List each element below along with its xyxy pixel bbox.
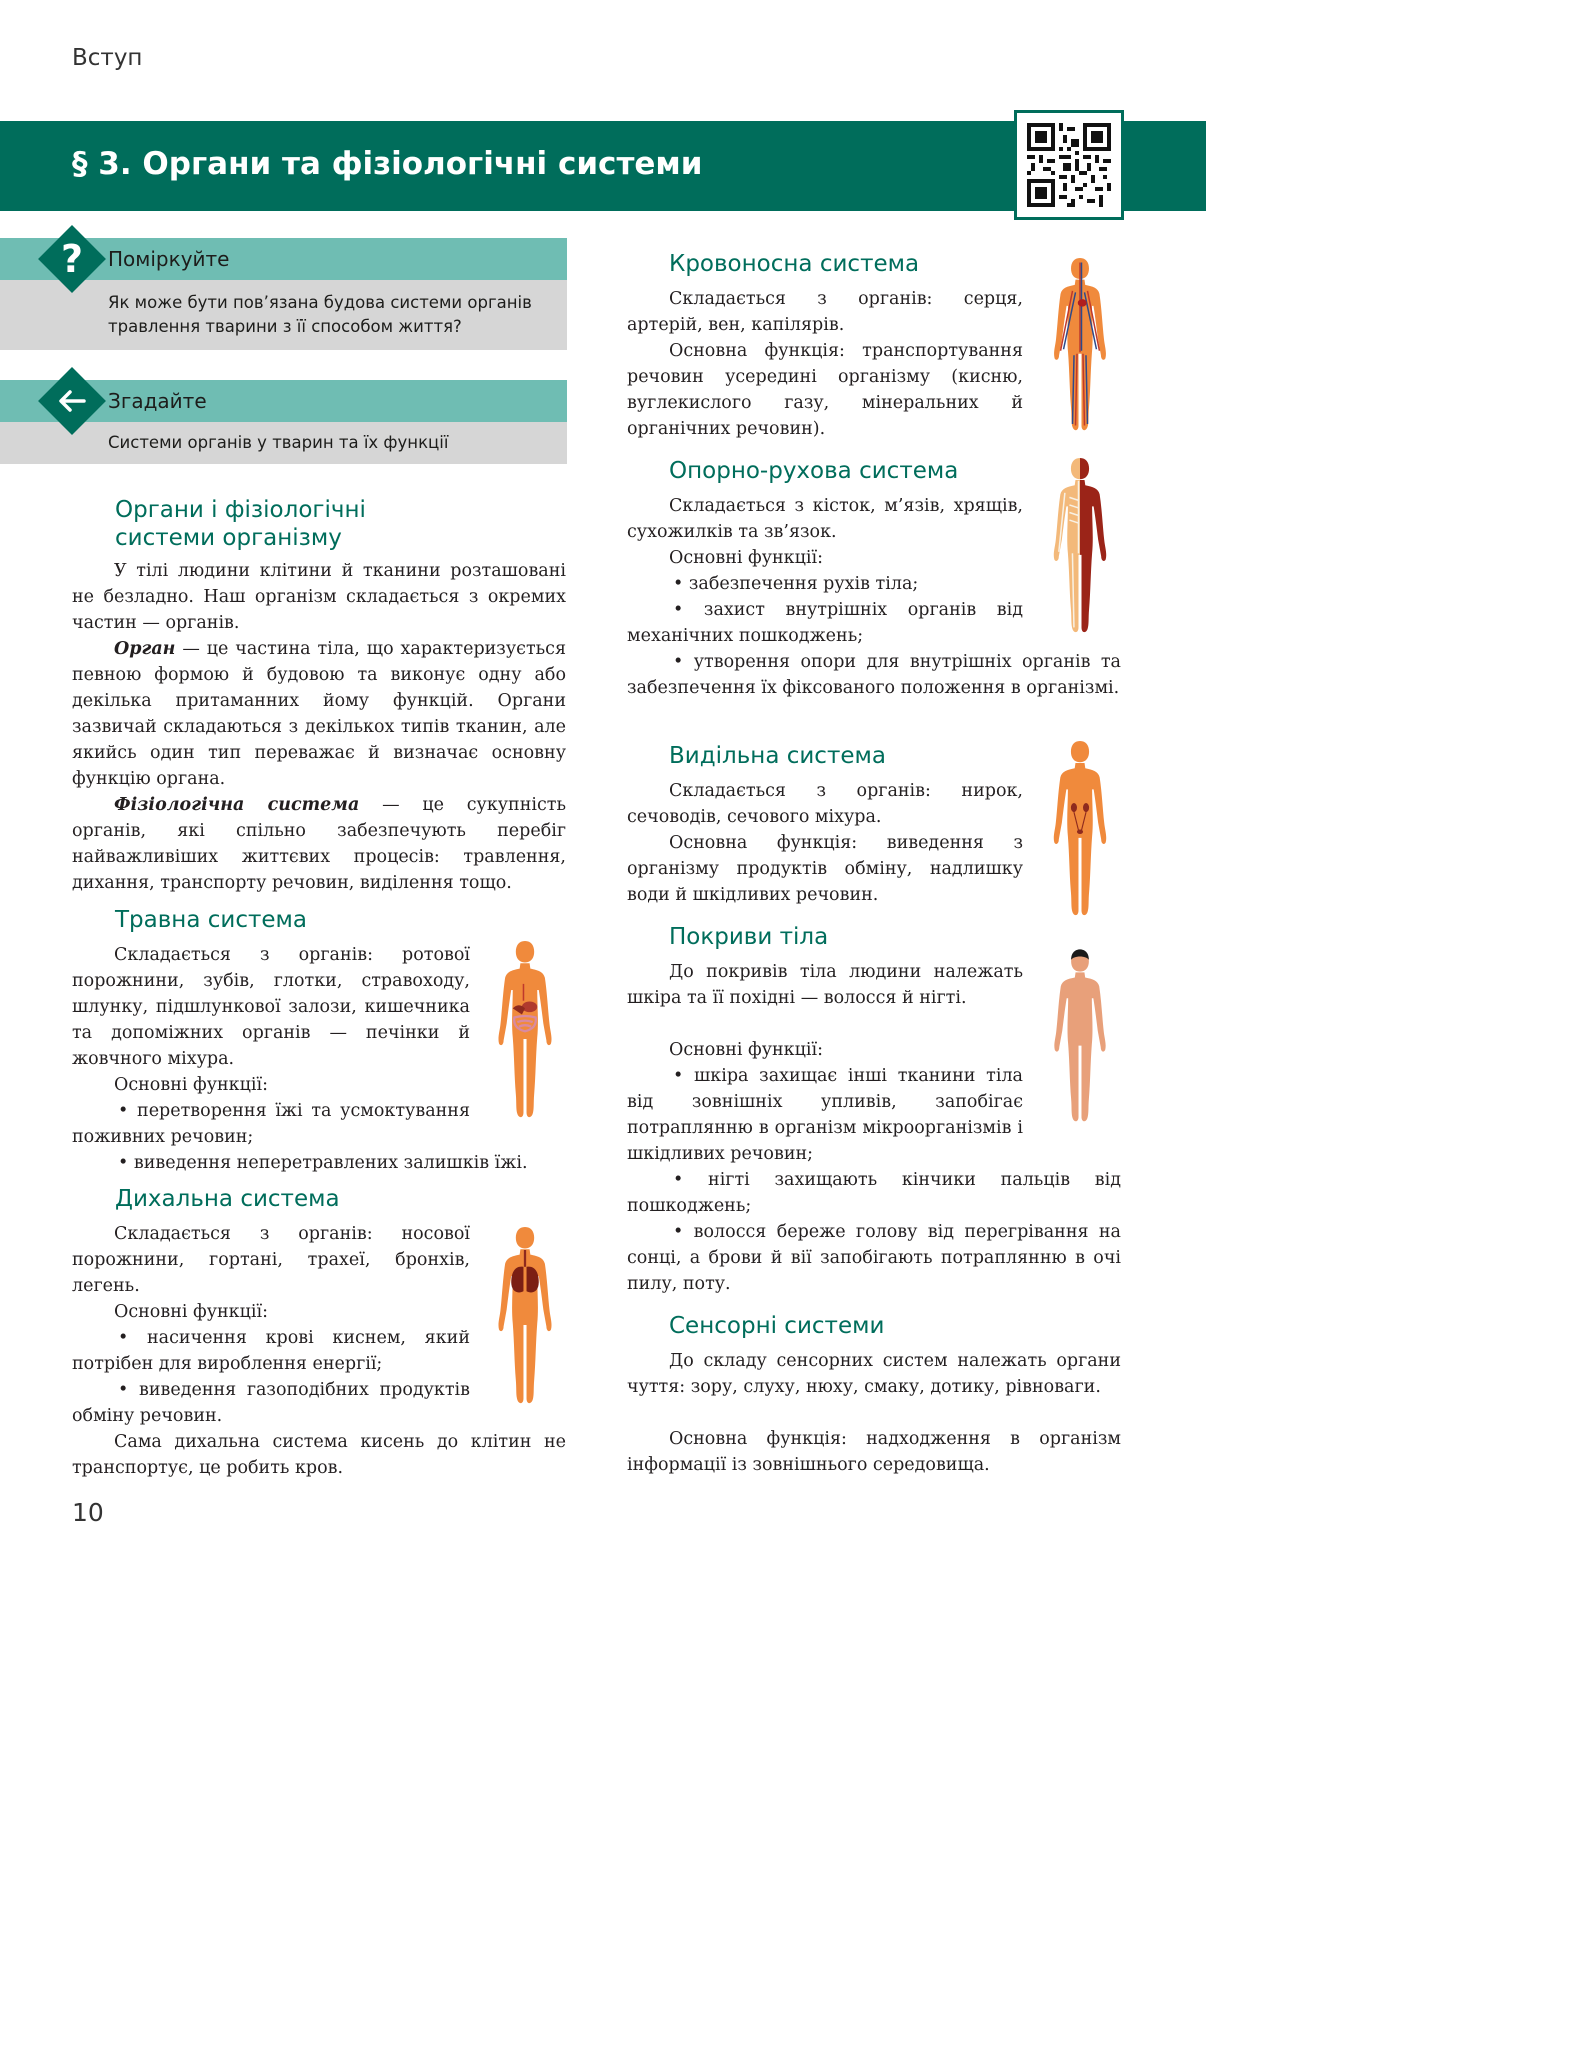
arrow-left-icon [56, 385, 88, 417]
intro-heading-line-1: Органи і фізіологічні [115, 497, 366, 523]
musculoskeletal-function-3: • утворення опори для внутрішніх органів та забезпечення їх фіксованого положення в організмі. [627, 652, 1121, 698]
organ-definition: Орган — це частина тіла, що характеризується певною формою й будовою та виконує одну або декілька притаманних йому функцій. Органи зазвичай складаються з декількох типів тканин, але якийсь один тип переважає й визначає основну функцію органа. [72, 639, 566, 789]
respiratory-organs: Складається з органів: носової порожнини, гортані, трахеї, бронхів, легень. [72, 1224, 470, 1296]
think-box-label: Поміркуйте [108, 247, 230, 271]
digestive-organs: Складається з органів: ротової порожнини, зубів, глотки, стравоходу, шлунку, підшлункової залози, кишечника та допоміжних органів — печінки й жовчного міхура. [72, 945, 470, 1069]
integumentary-heading: Покриви тіла [669, 924, 829, 950]
musculoskeletal-function-2: • захист внутрішніх органів від механічних пошкоджень; [627, 600, 1023, 646]
respiratory-heading: Дихальна система [115, 1186, 340, 1212]
excretory-organs: Складається з органів: нирок, сечоводів, сечового міхура. [627, 781, 1023, 827]
system-term: Фізіологічна система [114, 795, 360, 815]
question-mark-icon: ? [60, 237, 84, 281]
sensory-organs: До складу сенсорних систем належать органи чуття: зору, слуху, нюху, смаку, дотику, рівноваги. [627, 1351, 1121, 1397]
circulatory-function: Основна функція: транспортування речовин усередині організму (кисню, вуглекислого газу, мінеральних й органічних речовин). [627, 341, 1023, 439]
qr-code[interactable] [1014, 110, 1124, 220]
system-definition: Фізіологічна система — це сукупність органів, які спільно забезпечують перебіг найважливіших життєвих процесів: травлення, дихання, транспорту речовин, виділення тощо. [72, 795, 566, 893]
integumentary-function-3: • волосся береже голову від перегрівання на сонці, а брови й вії запобігають потраплянню в очі пилу, поту. [627, 1222, 1121, 1294]
digestive-function-1: • перетворення їжі та усмоктування поживних речовин; [72, 1101, 470, 1147]
digestive-system-figure [482, 938, 568, 1120]
digestive-function-2: • виведення неперетравлених залишків їжі. [118, 1153, 528, 1173]
intro-heading-line-2: системи організму [115, 525, 342, 551]
recall-box-body [0, 422, 567, 464]
digestive-functions-label: Основні функції: [114, 1075, 268, 1095]
digestive-heading: Травна система [115, 907, 307, 933]
think-box-body [0, 280, 567, 350]
organ-term: Орган [114, 639, 176, 659]
recall-box-label: Згадайте [108, 389, 207, 413]
recall-box-text: Системи органів у тварин та їх функції [108, 433, 449, 452]
respiratory-functions-label: Основні функції: [114, 1302, 268, 1322]
musculoskeletal-functions-label: Основні функції: [669, 548, 823, 568]
integumentary-function-2: • нігті захищають кінчики пальців від пошкоджень; [627, 1170, 1121, 1216]
excretory-function: Основна функція: виведення з організму продуктів обміну, надлишку води й шкідливих речовин. [627, 833, 1023, 905]
page-title: § 3. Органи та фізіологічні системи [72, 146, 703, 182]
circulatory-heading: Кровоносна система [669, 251, 920, 277]
excretory-heading: Видільна система [669, 743, 886, 769]
excretory-system-figure [1040, 738, 1120, 918]
musculoskeletal-heading: Опорно-рухова система [669, 458, 959, 484]
musculoskeletal-function-1: • забезпечення рухів тіла; [673, 574, 919, 594]
musculoskeletal-system-figure [1040, 455, 1120, 635]
intro-paragraph-1: У тілі людини клітини й тканини розташовані не безладно. Наш організм складається з окремих частин — органів. [72, 561, 566, 633]
integumentary-function-1: • шкіра захищає інші тканини тіла від зовнішніх упливів, запобігає потраплянню в організм мікроорганізмів і шкідливих речовин; [627, 1066, 1023, 1164]
integumentary-organs: До покривів тіла людини належать шкіра та її похідні — волосся й нігті. [627, 962, 1023, 1008]
page-number: 10 [72, 1498, 104, 1527]
integumentary-functions-label: Основні функції: [669, 1040, 823, 1060]
integumentary-system-figure [1043, 945, 1117, 1127]
think-box-text-1: Як може бути пов’язана будова системи органів [108, 293, 532, 312]
section-label: Вступ [72, 45, 143, 71]
respiratory-note: Сама дихальна система кисень до клітин не транспортує, це робить кров. [72, 1432, 566, 1478]
circulatory-organs: Складається з органів: серця, артерій, вен, капілярів. [627, 289, 1023, 335]
circulatory-system-figure [1040, 255, 1120, 433]
respiratory-system-figure [482, 1224, 568, 1406]
sensory-heading: Сенсорні системи [669, 1313, 885, 1339]
think-box-text-2: травлення тварини з її способом життя? [108, 317, 462, 336]
respiratory-function-1: • насичення крові киснем, який потрібен для вироблення енергії; [72, 1328, 470, 1374]
qr-code-icon [1027, 123, 1111, 207]
sensory-function: Основна функція: надходження в організм інформації із зовнішнього середовища. [627, 1429, 1121, 1475]
respiratory-function-2: • виведення газоподібних продуктів обміну речовин. [72, 1380, 470, 1426]
musculoskeletal-organs: Складається з кісток, м’язів, хрящів, сухожилків та зв’язок. [627, 496, 1023, 542]
